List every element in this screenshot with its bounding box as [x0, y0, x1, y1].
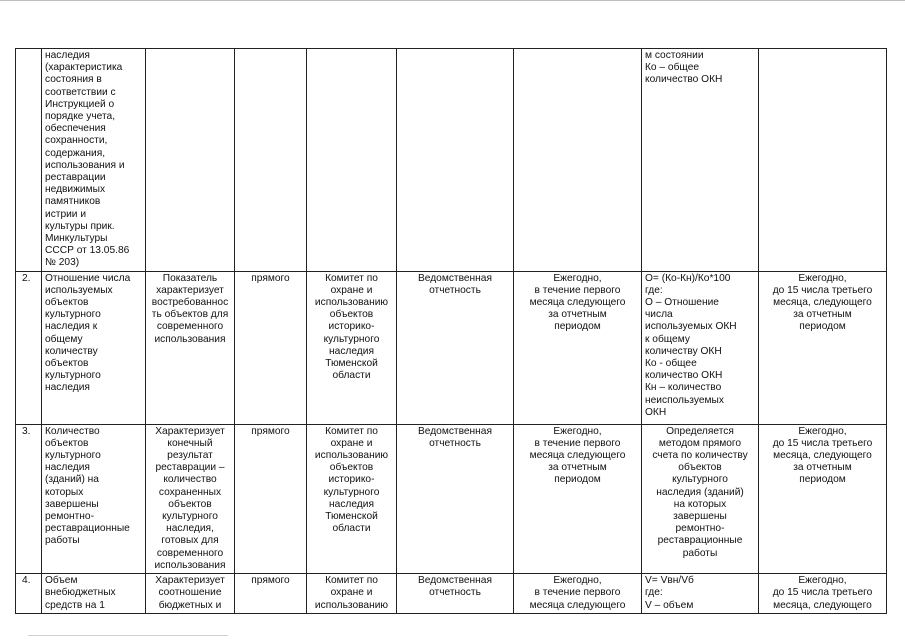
collection-frequency	[514, 49, 642, 272]
indicator-characteristic	[146, 49, 235, 272]
indicator-name: Отношение числа используемых объектов культурного наследия к общему количеству объектов культурного наследия	[42, 271, 146, 424]
row-number: 3.	[16, 424, 42, 573]
page-top-rule	[0, 0, 905, 1]
table-row	[16, 271, 887, 424]
data-source: Ведомственная отчетность	[397, 574, 514, 614]
indicator-characteristic: Характеризует соотношение бюджетных и	[146, 574, 235, 614]
row-number: 4.	[16, 574, 42, 614]
collection-frequency: Ежегодно, в течение первого месяца следующего	[514, 574, 642, 614]
responsible-body: Комитет по охране и использованию объектов историко- культурного наследия Тюменской области	[307, 271, 397, 424]
indicator-name: Объем внебюджетных средств на 1	[42, 574, 146, 614]
collection-frequency: Ежегодно, в течение первого месяца следующего за отчетным периодом	[514, 424, 642, 573]
indicator-direction: прямого	[235, 424, 307, 573]
calculation-method: О= (Ко-Кн)/Ко*100 где: О – Отношение числа используемых ОКН к общему количеству ОКН Ко - общее количество ОКН Кн – количество неиспользуемых ОКН	[642, 271, 759, 424]
responsible-body: Комитет по охране и использованию	[307, 574, 397, 614]
calculation-method: Определяется методом прямого счета по количеству объектов культурного наследия (зданий) на которых завершены ремонтно- реставрационные работы	[642, 424, 759, 573]
data-source	[397, 49, 514, 272]
indicator-direction	[235, 49, 307, 272]
reporting-deadline: Ежегодно, до 15 числа третьего месяца, следующего	[759, 574, 887, 614]
calculation-method: V= Vвн/Vб где: V – объем	[642, 574, 759, 614]
row-number: 2.	[16, 271, 42, 424]
responsible-body: Комитет по охране и использованию объектов историко- культурного наследия Тюменской области	[307, 424, 397, 573]
indicator-characteristic: Показатель характеризует востребованнос ть объектов для современного использования	[146, 271, 235, 424]
reporting-deadline: Ежегодно, до 15 числа третьего месяца, следующего за отчетным периодом	[759, 424, 887, 573]
indicator-characteristic: Характеризует конечный результат реставрации – количество сохраненных объектов культурного наследия, готовых для современного использования	[146, 424, 235, 573]
table-row	[16, 574, 887, 614]
indicators-table	[15, 48, 887, 614]
responsible-body	[307, 49, 397, 272]
data-source: Ведомственная отчетность	[397, 424, 514, 573]
indicator-direction: прямого	[235, 574, 307, 614]
reporting-deadline	[759, 49, 887, 272]
data-source: Ведомственная отчетность	[397, 271, 514, 424]
reporting-deadline: Ежегодно, до 15 числа третьего месяца, следующего за отчетным периодом	[759, 271, 887, 424]
indicator-name: наследия (характеристика состояния в соответствии с Инструкцией о порядке учета, обеспечения сохранности, содержания, использования и реставрации недвижимых памятников истрии и культуры прик. Минкультуры СССР от 13.05.86 № 203)	[42, 49, 146, 272]
calculation-method: м состоянии Ко – общее количество ОКН	[642, 49, 759, 272]
table-row	[16, 424, 887, 573]
table-row	[16, 49, 887, 272]
scan-edge-mark	[28, 635, 228, 636]
row-number	[16, 49, 42, 272]
indicator-name: Количество объектов культурного наследия (зданий) на которых завершены ремонтно- реставрационные работы	[42, 424, 146, 573]
collection-frequency: Ежегодно, в течение первого месяца следующего за отчетным периодом	[514, 271, 642, 424]
indicator-direction: прямого	[235, 271, 307, 424]
